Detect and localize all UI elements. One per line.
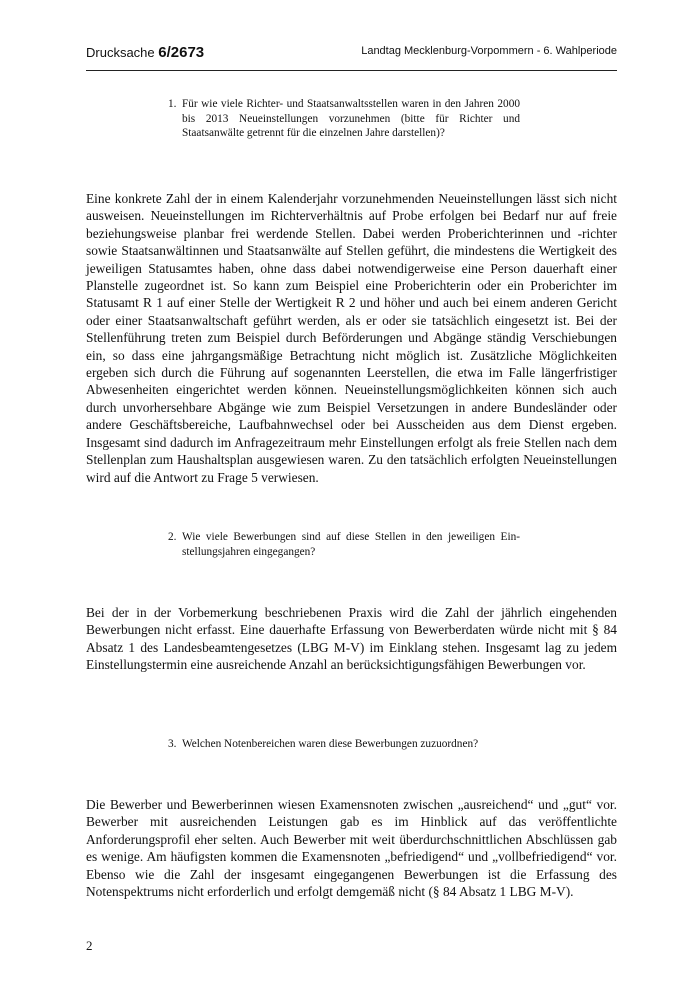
parliament-name: Landtag Mecklenburg-Vorpommern - 6. Wahlperiode	[361, 45, 617, 57]
question-number: 3.	[168, 738, 177, 750]
answer-1: Eine konkrete Zahl der in einem Kalenderjahr vorzunehmenden Neueinstellungen lässt sich nicht ausweisen. Neueinstellungen im Richterverhältnis auf Probe erfolgen bei Bedarf nur auf freie beziehungsweise planbar frei werdende Stellen. Dabei werden Proberichterinnen und -richter sowie Staatsanwältinnen und Staatsanwälte auf Stellen geführt, die mindestens die Wertigkeit des jeweiligen Statusamtes haben, ohne dass dabei notwendigerweise eine Person dauerhaft einer Planstelle zugeordnet ist. So kann zum Beispiel eine Proberichterin oder ein Proberichter im Statusamt R 1 auf einer Stelle der Wertigkeit R 2 und höher und auch bei einem anderen Gericht oder einer Staatsanwaltschaft geführt werden, als er oder sie tatsächlich eingesetzt ist. Bei der Stellenführung treten zum Beispiel durch Beförderungen und Abgänge ständig Verschiebungen ein, so dass eine jahrgangsmäßige Betrachtung nicht möglich ist. Zusätzliche Möglichkeiten ergeben sich durch die Führung auf sogenannten Leerstellen, die etwa im Falle längerfristiger Abwesenheiten eingerichtet werden können. Neueinstellungsmöglichkeiten können sich auch durch unvorhersehbare Abgänge wie zum Beispiel Versetzungen in andere Bundesländer oder andere Geschäftsbereiche, Laufbahnwechsel oder bei Ausscheiden aus dem Dienst ergeben. Insgesamt sind dadurch im Anfragezeitraum mehr Einstellungen erfolgt als freie Stellen nach dem Stellenplan zum Haushaltsplan ausgewiesen waren. Zu den tatsächlich erfolgten Neueinstellungen wird auf die Antwort zu Frage 5 verwiesen.	[86, 191, 617, 485]
question-2	[168, 530, 520, 559]
page-header	[86, 44, 617, 71]
document-label: Drucksache	[86, 45, 155, 60]
document-number: 6/2673	[158, 44, 205, 61]
document-reference	[86, 44, 204, 61]
question-text: Wie viele Bewerbungen sind auf diese Stellen in den jeweiligen Einstellungsjahren eingegangen?	[182, 531, 520, 558]
answer-2: Bei der in der Vorbemerkung beschriebenen Praxis wird die Zahl der jährlich eingehenden Bewerbungen nicht erfasst. Eine dauerhafte Erfassung von Bewerberdaten würde nicht mit § 84 Absatz 1 des Landesbeamtengesetzes (LBG M-V) im Einklang stehen. Insgesamt lag zu jedem Einstellungstermin eine ausreichende Anzahl an berücksichtigungsfähigen Bewerbungen vor.	[86, 605, 617, 673]
question-number: 1.	[168, 98, 177, 110]
page-number: 2	[86, 938, 93, 953]
answer-3: Die Bewerber und Bewerberinnen wiesen Examensnoten zwischen „ausreichend“ und „gut“ vor. Bewerber mit ausreichenden Leistungen gab es im Hinblick auf das veröffentlichte Anforderungsprofil eher selten. Auch Bewerber mit weit überdurchschnittlichen Abschlüssen gab es wenige. Am häufigsten kommen die Examensnoten „befriedigend“ und „vollbefriedigend“ vor. Ebenso wie die Zahl der insgesamt eingegangenen Bewerbungen ist die Erfassung des Notenspektrums nicht erforderlich und erfolgt demgemäß nicht (§ 84 Absatz 1 LBG M-V).	[86, 797, 617, 900]
question-text: Welchen Notenbereichen waren diese Bewerbungen zuzuordnen?	[182, 738, 479, 750]
question-number: 2.	[168, 531, 177, 543]
question-3	[168, 737, 520, 752]
question-1	[168, 97, 520, 141]
question-text: Für wie viele Richter- und Staatsanwaltsstellen waren in den Jahren 2000 bis 2013 Neueinstellungen vorzunehmen (bitte für Richter und Staatsanwälte getrennt für die einzelnen Jahre darstellen)?	[182, 98, 520, 139]
